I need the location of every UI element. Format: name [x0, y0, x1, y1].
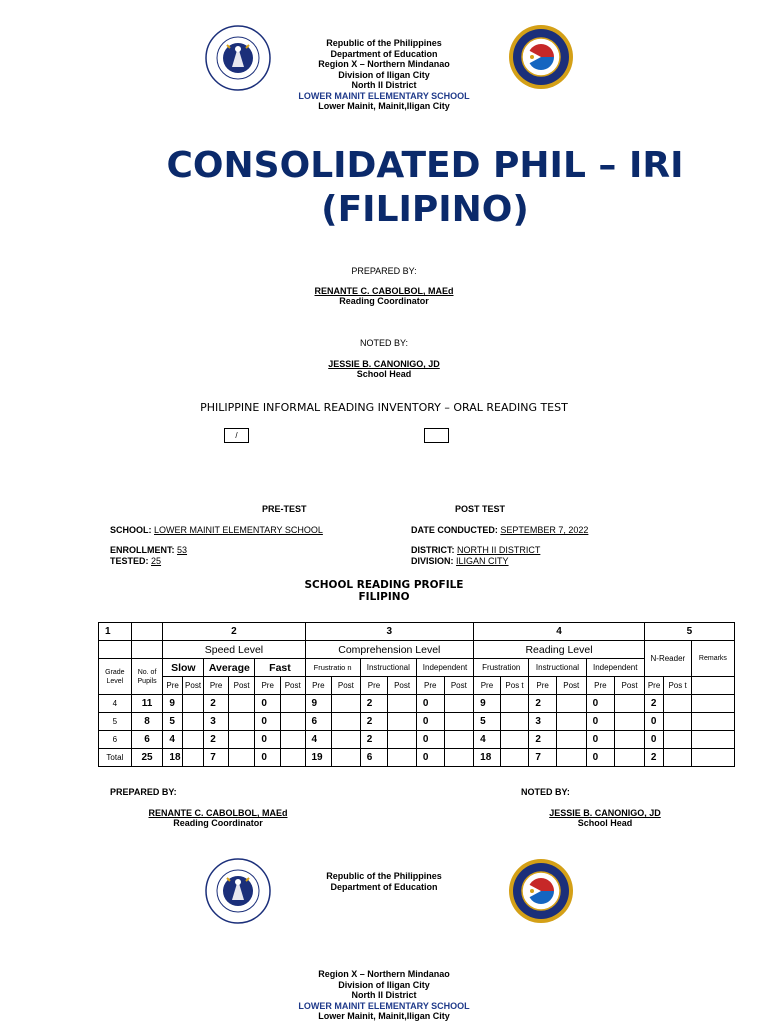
date-label: DATE CONDUCTED: — [411, 525, 498, 535]
noted-by-name: JESSIE B. CANONIGO, JD — [328, 359, 440, 369]
empty-cell — [691, 731, 734, 749]
post-header: Post — [615, 677, 645, 695]
fast-header: Fast — [255, 659, 305, 677]
department-text: Department of Education — [330, 881, 438, 892]
empty-cell — [500, 695, 529, 713]
cell-nreader: 0 — [644, 713, 663, 731]
pre-header: Pre — [204, 677, 229, 695]
sublevel-header-row — [99, 659, 735, 677]
post-header: Post — [556, 677, 586, 695]
profile-subtitle: FILIPINO — [358, 591, 410, 603]
empty-cell — [664, 749, 692, 767]
empty-cell — [615, 731, 645, 749]
empty-cell — [332, 713, 361, 731]
col-num-4: 4 — [474, 623, 645, 641]
comprehension-level-header: Comprehension Level — [305, 641, 474, 659]
speed-level-header: Speed Level — [163, 641, 305, 659]
column-number-row — [99, 623, 735, 641]
district-text: North II District — [351, 80, 417, 90]
slow-header: Slow — [163, 659, 204, 677]
cell-instr: 2 — [360, 695, 388, 713]
district-label: DISTRICT: — [411, 545, 455, 555]
cell-average: 2 — [204, 695, 229, 713]
cell-slow: 4 — [163, 731, 182, 749]
empty-cell — [691, 695, 734, 713]
cell-nreader: 2 — [644, 695, 663, 713]
region-text: Region X – Northern Mindanao — [318, 969, 450, 979]
empty-cell — [615, 749, 645, 767]
n-reader-header: N-Reader — [644, 641, 691, 677]
empty-cell — [388, 695, 417, 713]
empty-cell — [280, 695, 305, 713]
reading-profile-table — [98, 622, 735, 767]
cell-grade: 4 — [99, 695, 132, 713]
cell-fast: 0 — [255, 695, 281, 713]
read-frustration-header: Frustration — [474, 659, 529, 677]
division-seal-icon — [508, 858, 574, 924]
col-num-2: 2 — [163, 623, 305, 641]
cell-frus: 19 — [305, 749, 332, 767]
school-name-text: LOWER MAINIT ELEMENTARY SCHOOL — [298, 1000, 470, 1011]
cell-average: 2 — [204, 731, 229, 749]
empty-cell — [691, 713, 734, 731]
cell-indep: 0 — [416, 749, 444, 767]
cell-pupils: 25 — [131, 749, 163, 767]
footer-prepared-name: RENANTE C. CABOLBOL, MAEd — [148, 808, 288, 818]
pre-header: Pre — [360, 677, 388, 695]
enrollment-label: ENROLLMENT: — [110, 545, 175, 555]
cell-indep: 0 — [416, 695, 444, 713]
empty-cell — [556, 731, 586, 749]
cell-r-instr: 3 — [529, 713, 557, 731]
school-value: LOWER MAINIT ELEMENTARY SCHOOL — [154, 525, 323, 535]
empty-cell — [228, 695, 255, 713]
cell-r-frus: 9 — [474, 695, 501, 713]
pre-header: Pre — [644, 677, 663, 695]
deped-seal-icon — [205, 25, 271, 91]
cell-r-indep: 0 — [586, 695, 615, 713]
pre-header: Pre — [586, 677, 615, 695]
empty-cell — [664, 695, 692, 713]
pre-post-header-row — [99, 677, 735, 695]
top-letterhead — [270, 38, 498, 112]
division-text: Division of Iligan City — [338, 69, 430, 80]
col-num-1: 1 — [99, 623, 132, 641]
read-independent-header: Independent — [586, 659, 644, 677]
empty-cell — [556, 695, 586, 713]
bottom-letterhead-top — [270, 871, 498, 892]
department-text: Department of Education — [330, 48, 438, 59]
empty-cell — [182, 695, 203, 713]
division-value: ILIGAN CITY — [456, 556, 509, 566]
reading-level-header: Reading Level — [474, 641, 645, 659]
empty-cell — [444, 749, 474, 767]
col-num-3: 3 — [305, 623, 474, 641]
footer-noted-name: JESSIE B. CANONIGO, JD — [549, 808, 661, 818]
empty-cell — [500, 749, 529, 767]
table-row — [99, 713, 735, 731]
district-text: North II District — [351, 990, 417, 1000]
noted-by-role: School Head — [356, 369, 412, 379]
footer-prepared-role: Reading Coordinator — [173, 818, 263, 828]
footer-prepared-label: PREPARED BY: — [110, 787, 177, 797]
test-subtitle: PHILIPPINE INFORMAL READING INVENTORY – ORAL READING TEST — [200, 401, 568, 414]
post-header: Post — [280, 677, 305, 695]
cell-slow: 9 — [163, 695, 182, 713]
tested-info — [110, 556, 161, 566]
footer-noted-role: School Head — [577, 818, 633, 828]
comp-independent-header: Independent — [416, 659, 473, 677]
post-header: Post — [228, 677, 255, 695]
pre-header: Pre — [255, 677, 281, 695]
cell-frus: 4 — [305, 731, 332, 749]
level-header-row — [99, 641, 735, 659]
footer-noted-label: NOTED BY: — [521, 787, 570, 797]
post-header: Post — [332, 677, 361, 695]
cell-fast: 0 — [255, 731, 281, 749]
read-instructional-header: Instructional — [529, 659, 586, 677]
cell-instr: 2 — [360, 731, 388, 749]
remarks-header: Remarks — [691, 641, 734, 677]
address-text: Lower Mainit, Mainit,Iligan City — [318, 1011, 450, 1021]
empty-cell — [444, 713, 474, 731]
cell-r-instr: 2 — [529, 695, 557, 713]
deped-seal-icon — [205, 858, 271, 924]
enrollment-info — [110, 545, 187, 555]
post-header: Post — [182, 677, 203, 695]
empty-cell — [182, 713, 203, 731]
pre-header: Pre — [474, 677, 501, 695]
document-title — [0, 144, 768, 232]
cell-grade: 5 — [99, 713, 132, 731]
school-name-text: LOWER MAINIT ELEMENTARY SCHOOL — [298, 90, 470, 101]
table-row — [99, 749, 735, 767]
empty-cell — [332, 695, 361, 713]
tested-value: 25 — [151, 556, 162, 566]
cell-instr: 2 — [360, 713, 388, 731]
empty-cell — [444, 731, 474, 749]
post-header: Post — [444, 677, 474, 695]
col-num-5: 5 — [644, 623, 734, 641]
empty-cell — [280, 749, 305, 767]
cell-grade: Total — [99, 749, 132, 767]
district-value: NORTH II DISTRICT — [457, 545, 541, 555]
empty-cell — [228, 731, 255, 749]
cell-frus: 9 — [305, 695, 332, 713]
cell-average: 3 — [204, 713, 229, 731]
comp-frustration-header: Frustratio n — [305, 659, 360, 677]
empty-cell — [280, 713, 305, 731]
blank-cell — [131, 641, 163, 659]
cell-slow: 18 — [163, 749, 182, 767]
empty-cell — [500, 731, 529, 749]
title-line-2: (FILIPINO) — [321, 189, 529, 230]
average-header: Average — [204, 659, 255, 677]
empty-cell — [228, 713, 255, 731]
cell-r-indep: 0 — [586, 731, 615, 749]
cell-nreader: 2 — [644, 749, 663, 767]
noted-by-label: NOTED BY: — [359, 338, 408, 348]
empty-cell — [500, 713, 529, 731]
cell-indep: 0 — [416, 713, 444, 731]
empty-cell — [664, 731, 692, 749]
tested-label: TESTED: — [110, 556, 149, 566]
cell-r-frus: 4 — [474, 731, 501, 749]
cell-average: 7 — [204, 749, 229, 767]
table-body — [99, 695, 735, 767]
cell-slow: 5 — [163, 713, 182, 731]
cell-r-indep: 0 — [586, 713, 615, 731]
prepared-by-name: RENANTE C. CABOLBOL, MAEd — [314, 286, 454, 296]
division-seal-icon — [508, 24, 574, 90]
republic-text: Republic of the Philippines — [326, 871, 442, 881]
pre-header: Pre — [305, 677, 332, 695]
empty-cell — [615, 695, 645, 713]
pre-test-label: PRE-TEST — [262, 504, 307, 514]
cell-pupils: 6 — [131, 731, 163, 749]
empty-cell — [444, 695, 474, 713]
comp-instructional-header: Instructional — [360, 659, 416, 677]
empty-cell — [388, 749, 417, 767]
post-header: Pos t — [500, 677, 529, 695]
republic-text: Republic of the Philippines — [326, 38, 442, 48]
cell-indep: 0 — [416, 731, 444, 749]
enrollment-value: 53 — [177, 545, 188, 555]
division-text: Division of Iligan City — [338, 979, 430, 990]
blank-cell — [99, 641, 132, 659]
empty-cell — [228, 749, 255, 767]
post-test-label: POST TEST — [455, 504, 506, 514]
empty-cell — [332, 731, 361, 749]
empty-cell — [615, 713, 645, 731]
cell-r-instr: 2 — [529, 731, 557, 749]
school-label: SCHOOL: — [110, 525, 152, 535]
bottom-letterhead-bottom — [270, 969, 498, 1022]
empty-cell — [664, 713, 692, 731]
district-info — [411, 545, 540, 555]
prepared-by-role: Reading Coordinator — [339, 296, 429, 306]
empty-cell — [182, 749, 203, 767]
date-value: SEPTEMBER 7, 2022 — [500, 525, 589, 535]
posttest-checkbox[interactable] — [424, 428, 449, 443]
cell-nreader: 0 — [644, 731, 663, 749]
empty-cell — [280, 731, 305, 749]
empty-cell — [556, 713, 586, 731]
table-row — [99, 695, 735, 713]
pre-header: Pre — [416, 677, 444, 695]
prepared-by-label: PREPARED BY: — [351, 266, 417, 276]
division-info — [411, 556, 509, 566]
pre-header: Pre — [163, 677, 182, 695]
cell-r-frus: 5 — [474, 713, 501, 731]
address-text: Lower Mainit, Mainit,Iligan City — [318, 101, 450, 111]
empty-cell — [388, 731, 417, 749]
no-of-pupils-header: No. of Pupils — [131, 659, 163, 695]
school-info — [110, 525, 323, 535]
grade-level-header: Grade Level — [99, 659, 132, 695]
division-label: DIVISION: — [411, 556, 454, 566]
pretest-checkbox[interactable]: / — [224, 428, 249, 443]
cell-r-frus: 18 — [474, 749, 501, 767]
post-header: Post — [388, 677, 417, 695]
region-text: Region X – Northern Mindanao — [318, 59, 450, 69]
cell-fast: 0 — [255, 713, 281, 731]
cell-instr: 6 — [360, 749, 388, 767]
blank-cell — [131, 623, 163, 641]
cell-grade: 6 — [99, 731, 132, 749]
post-header: Pos t — [664, 677, 692, 695]
cell-pupils: 8 — [131, 713, 163, 731]
empty-cell — [182, 731, 203, 749]
table-row — [99, 731, 735, 749]
empty-cell — [556, 749, 586, 767]
cell-fast: 0 — [255, 749, 281, 767]
profile-title: SCHOOL READING PROFILE — [304, 579, 464, 591]
cell-r-indep: 0 — [586, 749, 615, 767]
blank-cell — [691, 677, 734, 695]
pre-header: Pre — [529, 677, 557, 695]
title-line-1: CONSOLIDATED PHIL – IRI — [166, 145, 684, 186]
cell-pupils: 11 — [131, 695, 163, 713]
cell-frus: 6 — [305, 713, 332, 731]
empty-cell — [332, 749, 361, 767]
cell-r-instr: 7 — [529, 749, 557, 767]
empty-cell — [388, 713, 417, 731]
empty-cell — [691, 749, 734, 767]
date-info — [411, 525, 588, 535]
